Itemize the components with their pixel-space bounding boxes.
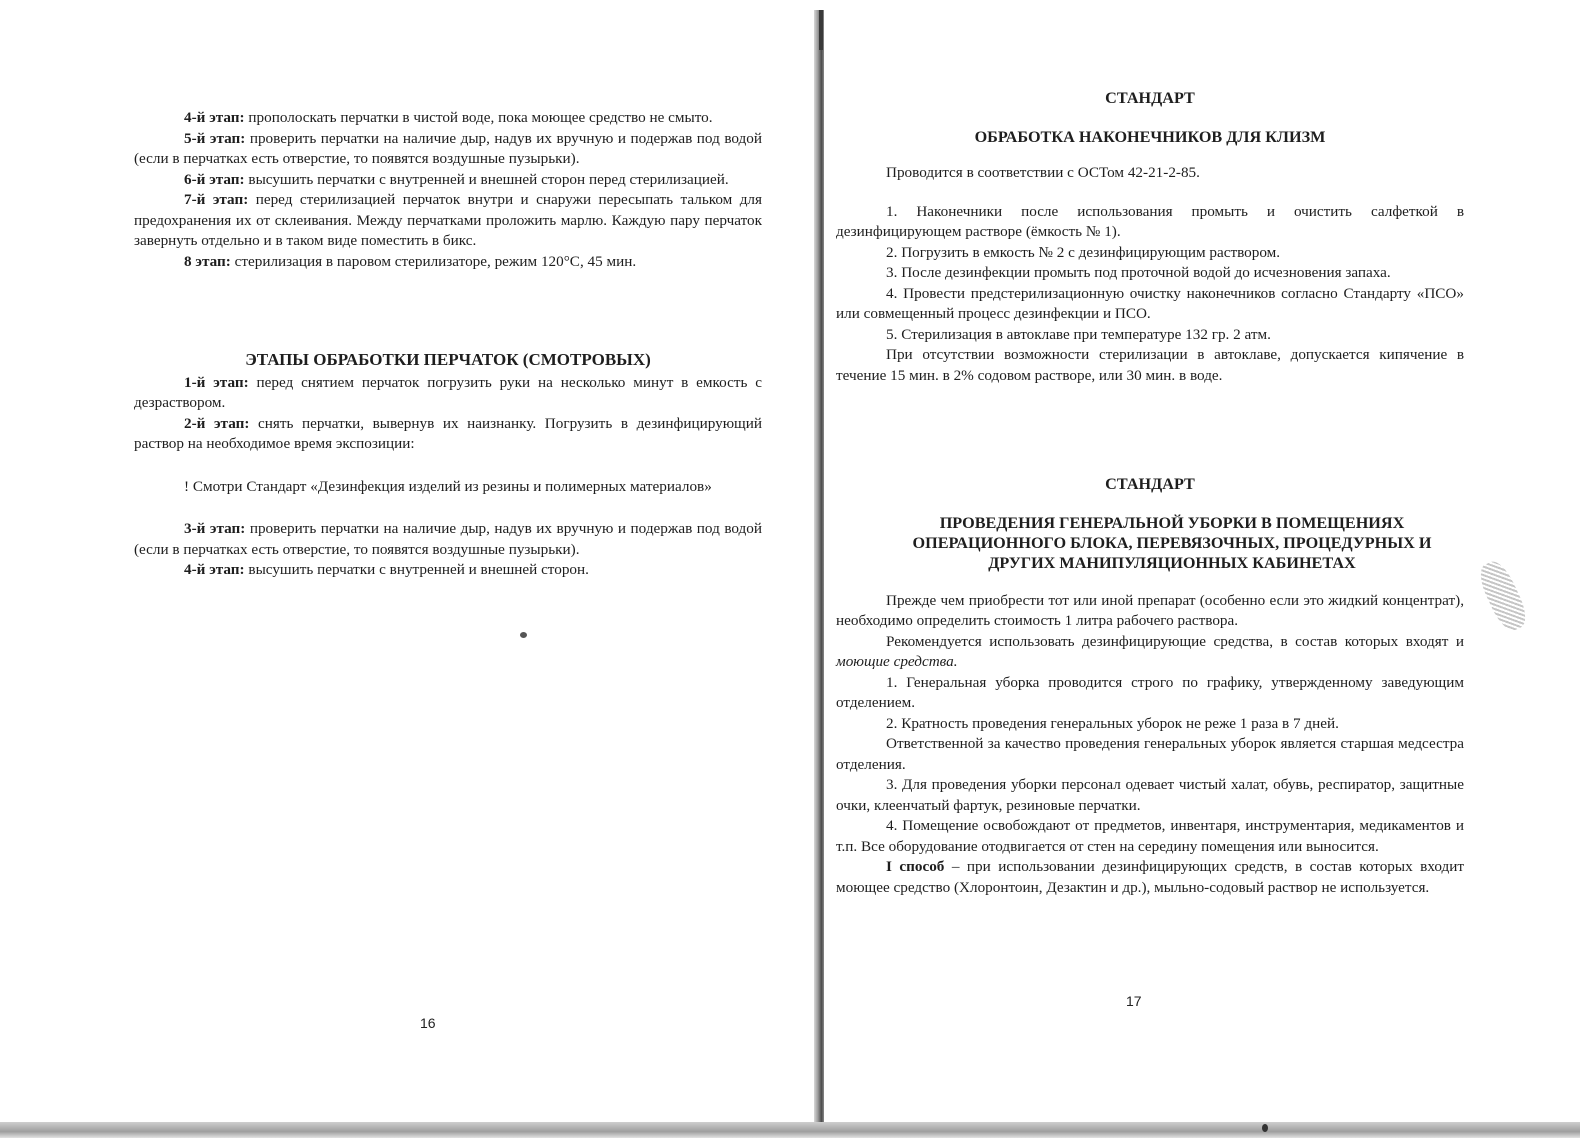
standard-general-cleaning [836, 474, 1464, 898]
method-paragraph: I способ – при использовании дезинфицирующих средств, в состав которых входит моющее средство (Хлоронтоин, Дезактин и др.), мыльно-содовый раствор не используется. [836, 858, 1464, 896]
standard-item: 1. Генеральная уборка проводится строго по графику, утвержденному заведующим отделением. [836, 673, 1464, 711]
ink-speck [520, 632, 527, 638]
standard-label: СТАНДАРТ [1105, 475, 1195, 493]
standard-label: СТАНДАРТ [1105, 89, 1195, 107]
standard-item: 3. Для проведения уборки персонал одевает чистый халат, обувь, респиратор, защитные очки, клеенчатый фартук, резиновые перчатки. [836, 776, 1464, 814]
section-heading: ЭТАПЫ ОБРАБОТКИ ПЕРЧАТОК (СМОТРОВЫХ) [245, 350, 651, 369]
left-top-steps [134, 108, 762, 272]
step-paragraph: 8 этап: стерилизация в паровом стерилизаторе, режим 120°С, 45 мин. [184, 252, 637, 270]
step-paragraph: 6-й этап: высушить перчатки с внутренней и внешней сторон перед стерилизацией. [184, 170, 729, 188]
standard-title: ОБРАБОТКА НАКОНЕЧНИКОВ ДЛЯ КЛИЗМ [974, 127, 1326, 146]
standard-item: 3. После дезинфекции промыть под проточной водой до исчезновения запаха. [886, 264, 1391, 281]
standard-intro: Рекомендуется использовать дезинфицирующие средства, в состав которых входят и моющие средства. [836, 632, 1464, 670]
standard-item: 4. Помещение освобождают от предметов, инвентаря, инструментария, медикаментов и т.п. Все оборудование отодвигается от стен на середину помещения или выносится. [836, 817, 1464, 855]
standard-title: ПРОВЕДЕНИЯ ГЕНЕРАЛЬНОЙ УБОРКИ В ПОМЕЩЕНИЯХ ОПЕРАЦИОННОГО БЛОКА, ПЕРЕВЯЗОЧНЫХ, ПРОЦЕДУРНЫХ И ДРУГИХ МАНИПУЛЯЦИОННЫХ КАБИНЕТАХ [912, 513, 1432, 572]
step-paragraph: 3-й этап: проверить перчатки на наличие дыр, надув их вручную и подержав под водой (если в перчатках есть отверстие, то появятся воздушные пузырьки). [134, 520, 762, 558]
standard-item: 2. Погрузить в емкость № 2 с дезинфицирующим раствором. [886, 243, 1281, 261]
left-section [134, 350, 762, 581]
standard-enema-tips [836, 88, 1464, 386]
standard-item: Ответственной за качество проведения генеральных уборок является старшая медсестра отделения. [836, 735, 1464, 773]
step-paragraph: 4-й этап: прополоскать перчатки в чистой воде, пока моющее средство не смыто. [184, 109, 713, 126]
standard-item: 4. Провести предстерилизационную очистку наконечников согласно Стандарту «ПСО» или совмещенный процесс дезинфекции и ПСО. [836, 284, 1464, 322]
note-paragraph: ! Смотри Стандарт «Дезинфекция изделий из резины и полимерных материалов» [184, 477, 712, 495]
standard-intro: Проводится в соответствии с ОСТом 42-21-2-85. [886, 164, 1200, 181]
ink-speck [1262, 1124, 1268, 1132]
step-paragraph: 1-й этап: перед снятием перчаток погрузить руки на несколько минут в емкость с дезраствором. [134, 373, 763, 411]
page-number: 16 [420, 1015, 436, 1031]
book-bottom-edge [0, 1122, 1580, 1138]
step-paragraph: 2-й этап: снять перчатки, вывернув их наизнанку. Погрузить в дезинфицирующий раствор на необходимое время экспозиции: [134, 414, 762, 452]
standard-item: При отсутствии возможности стерилизации в автоклаве, допускается кипячение в течение 15 мин. в 2% содовом растворе, или 30 мин. в воде. [836, 346, 1464, 384]
standard-item: 1. Наконечники после использования промыть и очистить салфеткой в дезинфицирующем растворе (ёмкость № 1). [836, 202, 1464, 240]
step-paragraph: 4-й этап: высушить перчатки с внутренней и внешней сторон. [184, 561, 589, 578]
page-number: 17 [1126, 993, 1142, 1009]
standard-intro: Прежде чем приобрести тот или иной препарат (особенно если это жидкий концентрат), необходимо определить стоимость 1 литра рабочего раствора. [836, 591, 1464, 629]
step-paragraph: 5-й этап: проверить перчатки на наличие дыр, надув их вручную и подержав под водой (если в перчатках есть отверстие, то появятся воздушные пузырьки). [134, 129, 762, 167]
right-page [822, 0, 1580, 1120]
standard-item: 5. Стерилизация в автоклаве при температуре 132 гр. 2 атм. [886, 325, 1271, 343]
step-paragraph: 7-й этап: перед стерилизацией перчаток внутри и снаружи пересыпать тальком для предохранения их от склеивания. Между перчатками проложить марлю. Каждую пару перчаток завернуть отдельно и в таком виде поместить в бикс. [134, 191, 763, 249]
standard-item: 2. Кратность проведения генеральных уборок не реже 1 раза в 7 дней. [886, 714, 1339, 732]
